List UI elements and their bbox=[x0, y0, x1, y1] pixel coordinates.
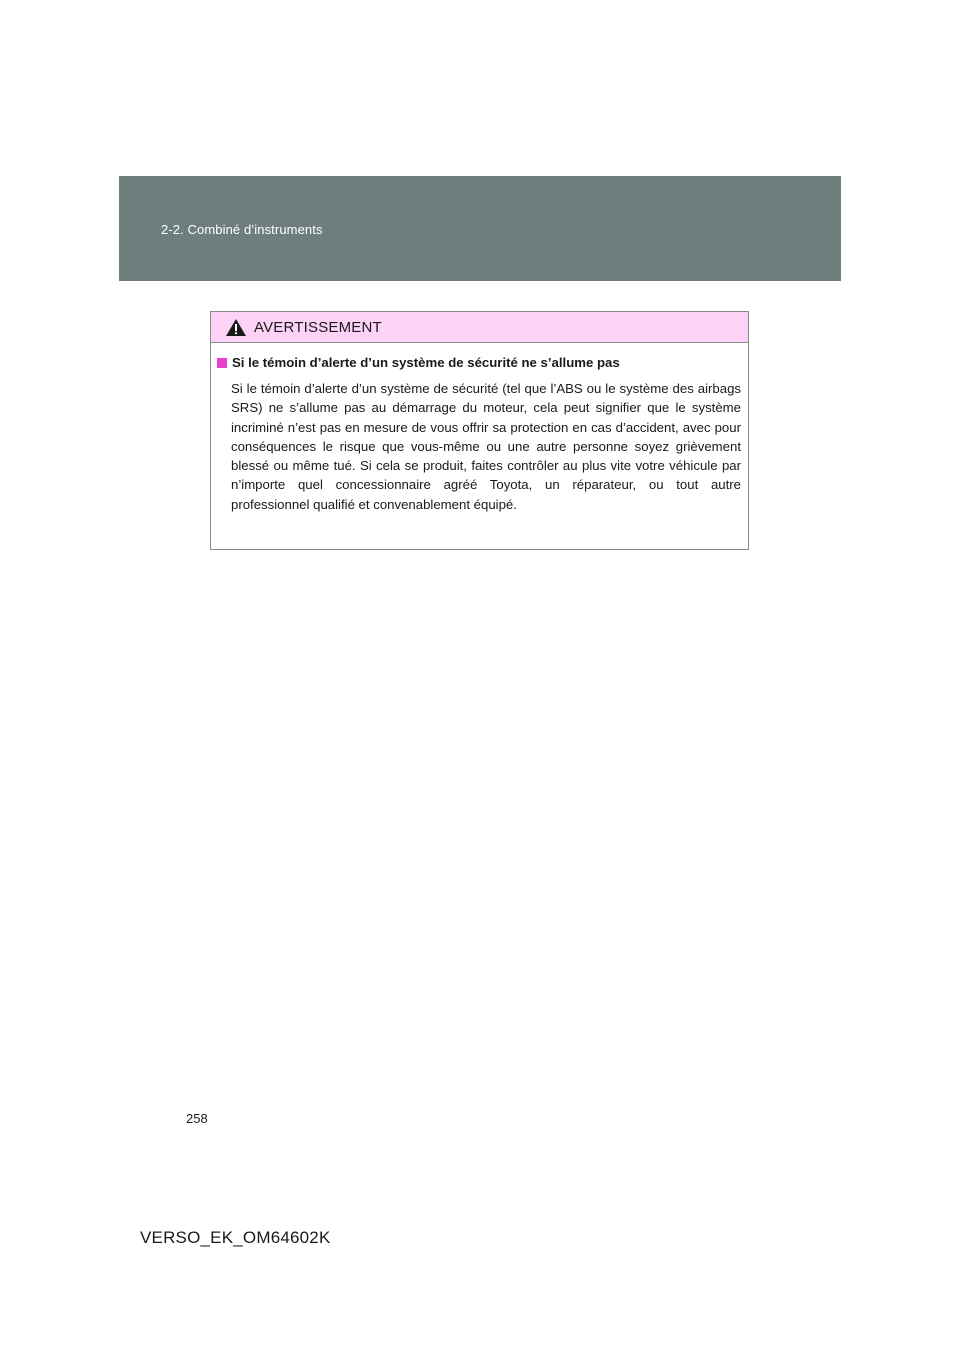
item-heading bbox=[217, 355, 620, 370]
warning-box bbox=[210, 311, 749, 550]
square-bullet-icon bbox=[217, 358, 227, 368]
item-heading-text: Si le témoin d’alerte d’un système de sécurité ne s’allume pas bbox=[232, 355, 620, 370]
document-code: VERSO_EK_OM64602K bbox=[140, 1228, 331, 1247]
item-text: Si le témoin d’alerte d’un système de sécurité (tel que l’ABS ou le système des airbags SRS) ne s’allume pas au démarrage du moteur, cela peut signifier que le système incriminé n’est pas en mesure de vous offrir sa protection en cas d’accident, avec pour conséquences le risque que vous-même ou une autre personne soyez grièvement blessé ou même tué. Si cela se produit, faites contrôler au plus vite votre véhicule par n’importe quel concessionnaire agréé Toyota, un réparateur, ou tout autre professionnel qualifié et convenablement équipé. bbox=[231, 381, 741, 512]
warning-title: AVERTISSEMENT bbox=[254, 319, 382, 336]
warning-header bbox=[211, 312, 748, 343]
section-title: 2-2. Combiné d’instruments bbox=[161, 222, 323, 237]
section-header-band bbox=[119, 176, 841, 281]
page-number: 258 bbox=[186, 1111, 208, 1126]
warning-triangle-icon bbox=[225, 318, 247, 337]
